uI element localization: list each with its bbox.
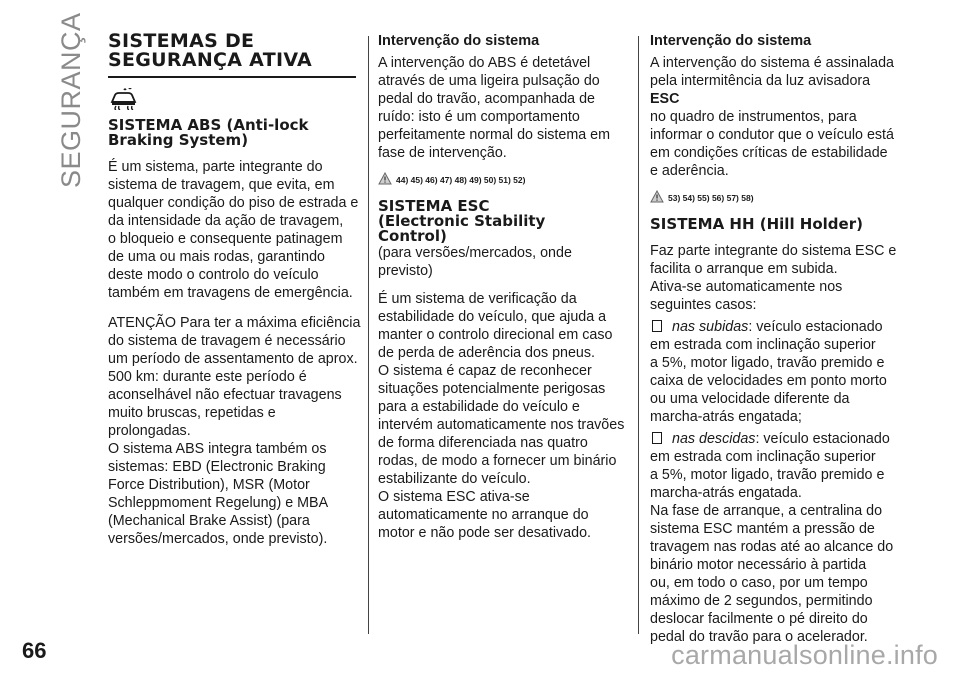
section-side-label — [56, 12, 96, 188]
column-3 — [650, 32, 900, 646]
hh-description: Faz parte integrante do sistema ESC e facilita o arranque em subida. Ativa-se automaticamente nos seguintes casos: — [650, 243, 897, 313]
main-title: SISTEMAS DE SEGURANÇA ATIVA — [108, 32, 356, 78]
column-1 — [108, 32, 363, 548]
car-skid-icon — [110, 88, 363, 110]
esc-description: É um sistema de verificação da estabilidade do veículo, que ajuda a manter o controlo direcional em caso de perda de aderência dos pneus. O sistema é capaz de reconhecer situações potencialmente perigosas para a estabilidade do veículo e intervém automaticamente nos travões de forma diferenciada nas quatro rodas, de modo a fornecer um binário estabilizante do veículo. O sistema ESC ativa-se automaticamente no arranque do motor e não pode ser desativado. — [378, 291, 625, 541]
warning-references: 53) 54) 55) 56) 57) 58) — [650, 190, 900, 203]
abs-intervention-subtitle: Intervenção do sistema — [378, 33, 540, 49]
hh-bullet-uphill: nas subidas: veículo estacionado em estrada com inclinação superior a 5%, motor ligado, travão premido e caixa de velocidades em ponto morto ou uma velocidade diferente da marcha-atrás engatada; — [650, 319, 887, 425]
esc-intervention-text: A intervenção do sistema é assinalada pela intermitência da luz avisadora ESC no quadro de instrumentos, para informar o condutor que o veículo está em condições críticas de estabilidade e aderência. — [650, 55, 894, 179]
column-divider-2 — [638, 36, 639, 634]
bullet-square-icon — [652, 432, 662, 444]
esc-intervention-subtitle: Intervenção do sistema — [650, 33, 812, 49]
hh-title: SISTEMA HH (Hill Holder) — [650, 215, 863, 233]
warning-triangle-icon — [650, 190, 664, 203]
column-2 — [378, 32, 630, 542]
esc-availability-note: (para versões/mercados, onde previsto) — [378, 245, 572, 279]
esc-warning-light-label: ESC — [650, 91, 680, 107]
abs-title: SISTEMA ABS (Anti-lock Braking System) — [108, 116, 309, 149]
warning-triangle-icon — [378, 172, 392, 185]
abs-intervention-text: A intervenção do ABS é detetável através de uma ligeira pulsação do pedal do travão, acompanhada de ruído: isto é um comportamento perfeitamente normal do sistema em fase de intervenção. — [378, 55, 611, 161]
hh-bullet-downhill: nas descidas: veículo estacionado em estrada com inclinação superior a 5%, motor ligado, travão premido e marcha-atrás engatada. — [650, 431, 890, 501]
watermark: carmanualsonline.info — [671, 640, 938, 670]
section-side-label-text: SEGURANÇA — [56, 12, 86, 188]
esc-title: SISTEMA ESC (Electronic Stability Control) — [378, 197, 546, 245]
bullet-square-icon — [652, 320, 662, 332]
abs-description: É um sistema, parte integrante do sistema de travagem, que evita, em qualquer condição do piso de estrada e da intensidade da ação de travagem, o bloqueio e consequente patinagem de uma ou mais rodas, garantindo deste modo o controlo do veículo também em travagens de emergência. — [108, 159, 359, 301]
column-divider-1 — [368, 36, 369, 634]
hh-startup-text: Na fase de arranque, a centralina do sistema ESC mantém a pressão de travagem nas rodas até ao alcance do binário motor necessário à partida ou, em todo o caso, por um tempo máximo de 2 segundos, permitindo deslocar facilmente o pé direito do pedal do travão para o acelerador. — [650, 503, 894, 645]
warning-references: 44) 45) 46) 47) 48) 49) 50) 51) 52) — [378, 172, 630, 185]
abs-attention-text: ATENÇÃO Para ter a máxima eficiência do sistema de travagem é necessário um período de assentamento de aprox. 500 km: durante este período é aconselhável não efectuar travagens muito bruscas, repetidas e prolongadas. O sistema ABS integra também os sistemas: EBD (Electronic Braking Force Distribution), MSR (Motor Schleppmoment Regelung) e MBA (Mechanical Brake Assist) (para versões/mercados, onde previsto). — [108, 315, 361, 547]
page-number: 66 — [22, 638, 47, 663]
